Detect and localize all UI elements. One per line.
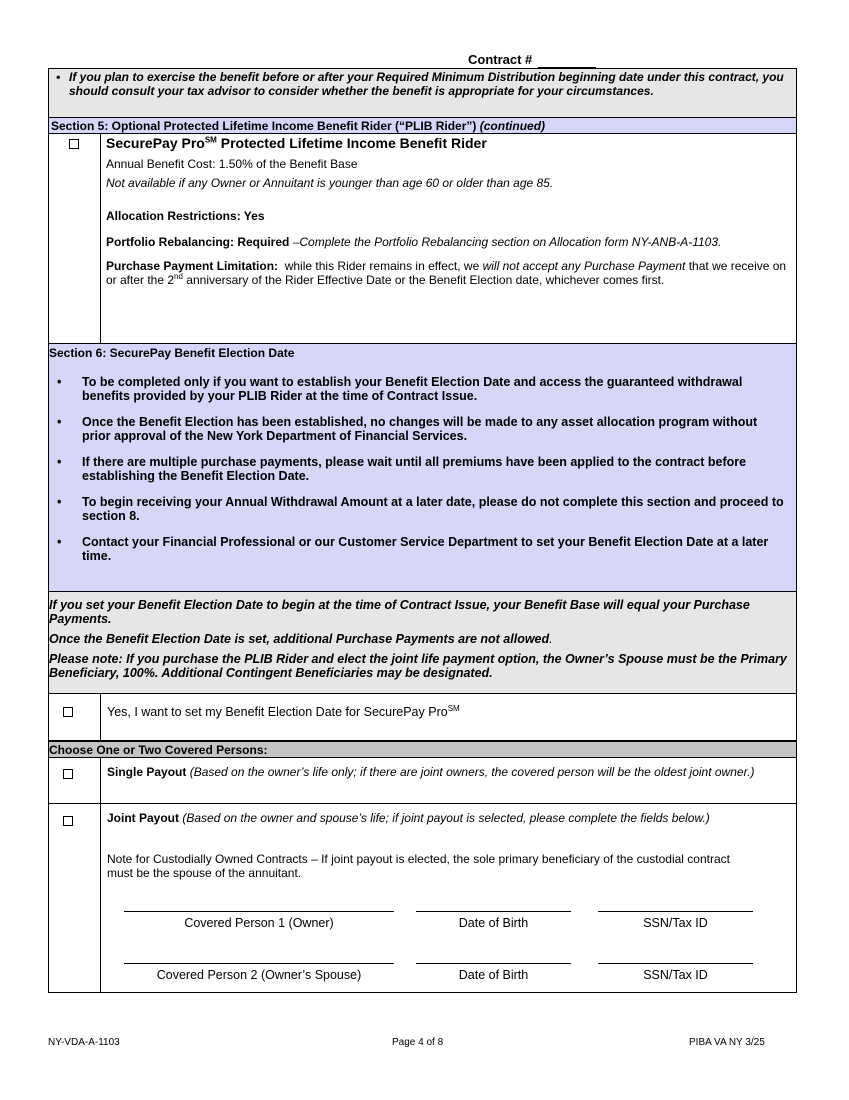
section6-bullets xyxy=(49,375,789,575)
covered-person-1-field[interactable]: Covered Person 1 (Owner) xyxy=(124,911,394,930)
joint-payout-row xyxy=(48,803,797,993)
bullet-item: • Once the Benefit Election has been established, no changes will be made to any asset allocation program without prior approval of the New York Department of Financial Services. xyxy=(49,415,789,443)
intro-note: • If you plan to exercise the benefit before or after your Required Minimum Distribution beginning date under this contract, you should consult your tax advisor to consider whether the benefit is appropriate for your circumstances. xyxy=(56,70,784,98)
column-divider xyxy=(100,694,101,740)
single-payout-row xyxy=(48,757,797,804)
continued-label: (continued) xyxy=(479,119,546,133)
joint-payout-text: Joint Payout (Based on the owner and spouse’s life; if joint payout is selected, please complete the fields below.) xyxy=(107,811,710,825)
bullet-item: • To be completed only if you want to establish your Benefit Election Date and access the guaranteed withdrawal benefits provided by your PLIB Rider at the time of Contract Issue. xyxy=(49,375,789,403)
custodial-note: Note for Custodially Owned Contracts – If joint payout is elected, the sole primary beneficiary of the custodial contract must be the spouse of the annuitant. xyxy=(107,852,730,880)
section6-heading: Section 6: SecurePay Benefit Election Date xyxy=(49,346,295,360)
portfolio-rebalancing: Portfolio Rebalancing: Required –Complete the Portfolio Rebalancing section on Allocation form NY-ANB-A-1103. xyxy=(106,235,722,249)
election-yes-row xyxy=(48,693,797,741)
purchase-payment-limitation: Purchase Payment Limitation: while this Rider remains in effect, we will not accept any Purchase Payment that we receive on or after the 2nd anniversary of the Rider Effective Date or the Benefit Election date, whichever comes first. xyxy=(106,259,787,287)
election-notes-box xyxy=(48,591,797,694)
footer-page-number: Page 4 of 8 xyxy=(392,1037,444,1048)
bullet-item: • Contact your Financial Professional or our Customer Service Department to set your Benefit Election Date at a later time. xyxy=(49,535,789,563)
dob-2-field[interactable]: Date of Birth xyxy=(416,963,571,982)
column-divider xyxy=(100,758,101,803)
election-yes-label: Yes, I want to set my Benefit Election Date for SecurePay Pro℠ xyxy=(107,703,460,719)
note-joint-life: Please note: If you purchase the PLIB Rider and elect the joint life payment option, the Owner’s Spouse must be the Primary Beneficiary, 100%. Additional Contingent Beneficiaries may be designated. xyxy=(49,652,787,680)
footer-form-id: NY-VDA-A-1103 xyxy=(48,1037,120,1048)
note-benefit-base: If you set your Benefit Election Date to begin at the time of Contract Issue, your Benefit Base will equal your Purchase Payments. xyxy=(49,598,750,626)
section5-body xyxy=(48,133,797,344)
covered-persons-heading: Choose One or Two Covered Persons: xyxy=(48,741,797,758)
covered-person-2-field[interactable]: Covered Person 2 (Owner’s Spouse) xyxy=(124,963,394,982)
dob-1-field[interactable]: Date of Birth xyxy=(416,911,571,930)
annual-cost: Annual Benefit Cost: 1.50% of the Benefit Base xyxy=(106,157,358,171)
allocation-restrictions: Allocation Restrictions: Yes xyxy=(106,209,265,223)
rider-title: SecurePay Pro℠ Protected Lifetime Income Benefit Rider xyxy=(106,135,487,151)
single-payout-text: Single Payout (Based on the owner’s life only; if there are joint owners, the covered person will be the oldest joint owner.) xyxy=(107,765,755,779)
column-divider xyxy=(100,804,101,992)
ssn-1-field[interactable]: SSN/Tax ID xyxy=(598,911,753,930)
bullet-item: • If there are multiple purchase payments, please wait until all premiums have been applied to the contract before establishing the Benefit Election Date. xyxy=(49,455,789,483)
election-yes-checkbox[interactable] xyxy=(63,707,73,717)
plib-rider-checkbox[interactable] xyxy=(69,139,79,149)
intro-note-box xyxy=(48,68,797,117)
note-no-payments: Once the Benefit Election Date is set, additional Purchase Payments are not allowed. xyxy=(49,632,553,646)
joint-payout-checkbox[interactable] xyxy=(63,816,73,826)
ssn-2-field[interactable]: SSN/Tax ID xyxy=(598,963,753,982)
age-restriction: Not available if any Owner or Annuitant is younger than age 60 or older than age 85. xyxy=(106,176,554,190)
single-payout-checkbox[interactable] xyxy=(63,769,73,779)
bullet-item: • To begin receiving your Annual Withdrawal Amount at a later date, please do not complete this section and proceed to section 8. xyxy=(49,495,789,523)
footer-code: PIBA VA NY 3/25 xyxy=(689,1037,765,1048)
column-divider xyxy=(100,133,101,344)
section6-box xyxy=(48,343,797,592)
contract-number-label: Contract # xyxy=(468,52,532,67)
section5-heading: Section 5: Optional Protected Lifetime Income Benefit Rider (“PLIB Rider”) (continued) xyxy=(48,117,797,134)
